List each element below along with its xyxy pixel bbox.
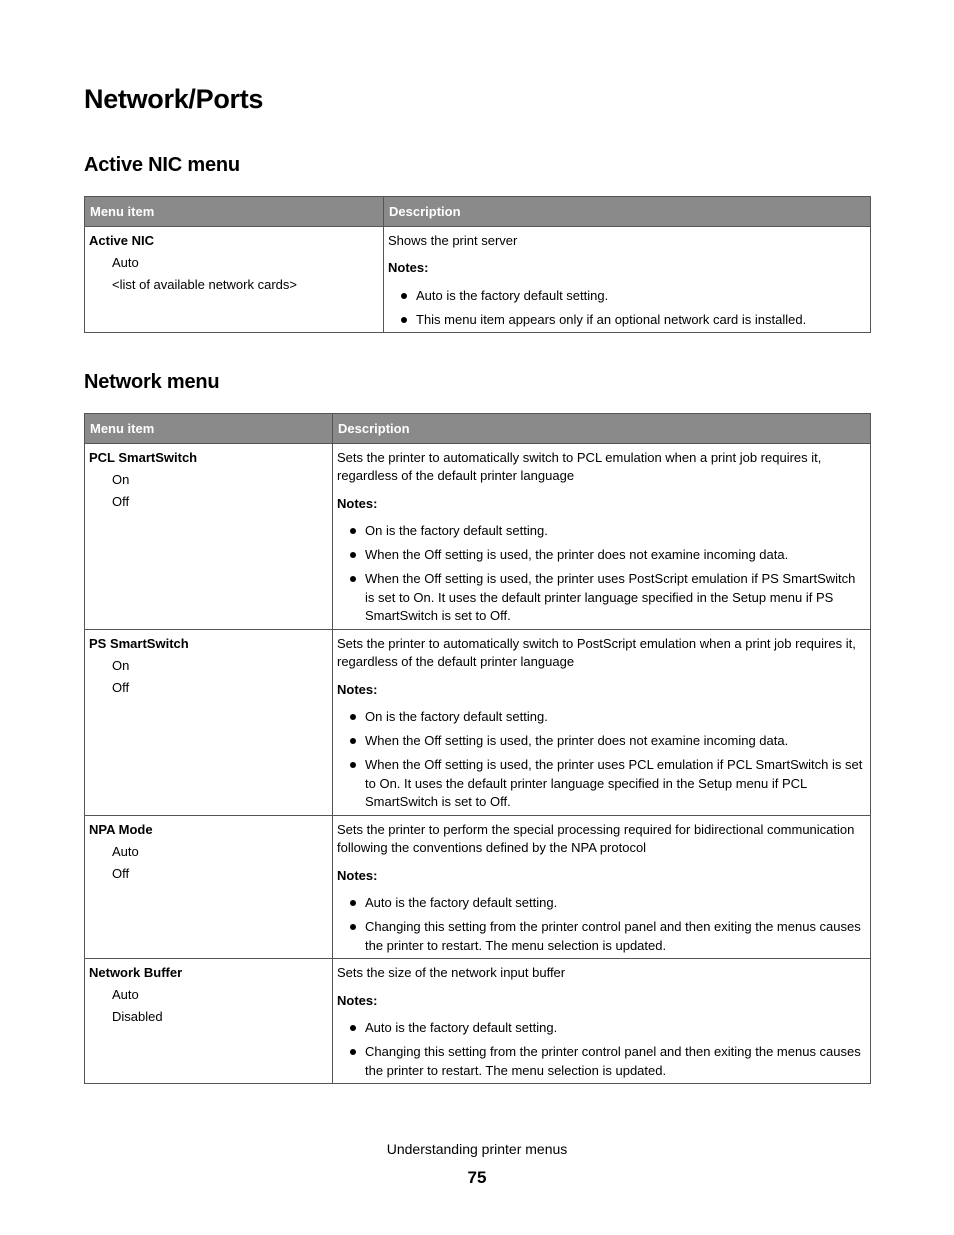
- bullet-icon: [350, 576, 356, 582]
- menu-item-option: Auto: [112, 254, 139, 270]
- note-item: [388, 287, 866, 306]
- menu-item-cell: [85, 443, 333, 629]
- menu-item-option: Auto: [112, 987, 139, 1002]
- bullet-icon: [350, 738, 356, 744]
- description-cell: [384, 226, 871, 333]
- note-text: Auto is the factory default setting.: [365, 1020, 558, 1035]
- notes-list: [337, 1019, 866, 1080]
- active-nic-table: [84, 196, 871, 333]
- table-row: [85, 226, 871, 333]
- note-text: When the Off setting is used, the printer uses PCL emulation if PCL SmartSwitch is set to On. It uses the default printer language specified in the Setup menu if PCL SmartSwitch is set to Off.: [365, 757, 863, 809]
- note-text: Auto is the factory default setting.: [365, 895, 558, 910]
- notes-list: [337, 708, 866, 812]
- notes-label: Notes:: [337, 867, 378, 883]
- description-text: Shows the print server: [388, 232, 518, 248]
- description-text: Sets the printer to automatically switch to PCL emulation when a print job requires it, regardless of the default printer language: [337, 449, 822, 483]
- table-row: [85, 815, 871, 959]
- notes-label: Notes:: [388, 260, 429, 275]
- notes-label: Notes:: [337, 681, 378, 697]
- menu-item-name: NPA Mode: [89, 821, 153, 837]
- menu-item-option: <list of available network cards>: [112, 276, 297, 292]
- bullet-icon: [350, 714, 356, 720]
- notes-list: [388, 287, 866, 330]
- note-item: [337, 918, 866, 955]
- menu-item-cell: [85, 226, 384, 333]
- menu-item-option: Disabled: [112, 1009, 163, 1024]
- menu-item-option: On: [112, 471, 130, 487]
- bullet-icon: [350, 552, 356, 558]
- menu-item-cell: [85, 815, 333, 959]
- bullet-icon: [350, 900, 356, 906]
- description-text: Sets the printer to automatically switch to PostScript emulation when a print job requires it, regardless of the default printer language: [337, 635, 856, 669]
- note-text: When the Off setting is used, the printer uses PostScript emulation if PS SmartSwitch is set to On. It uses the default printer language specified in the Setup menu if PS SmartSwitch is set to Off.: [365, 571, 856, 623]
- note-item: [337, 522, 866, 541]
- bullet-icon: [350, 1025, 356, 1031]
- note-item: [388, 311, 866, 330]
- description-cell: [333, 443, 871, 629]
- description-text: Sets the printer to perform the special processing required for bidirectional communication following the conventions defined by the NPA protocol: [337, 821, 855, 855]
- menu-item-name: Network Buffer: [89, 965, 183, 980]
- menu-item-name: PCL SmartSwitch: [89, 449, 198, 465]
- note-item: [337, 708, 866, 727]
- note-text: On is the factory default setting.: [365, 709, 548, 724]
- menu-item-option: Off: [112, 679, 130, 695]
- menu-item-option: Auto: [112, 843, 139, 859]
- column-header-menu-item: Menu item: [85, 414, 333, 444]
- bullet-icon: [401, 317, 407, 323]
- table-row: [85, 959, 871, 1084]
- note-item: [337, 894, 866, 913]
- note-text: Changing this setting from the printer control panel and then exiting the menus causes the printer to restart. The menu selection is updated.: [365, 1044, 861, 1078]
- menu-item-option: Off: [112, 493, 130, 509]
- description-text: Sets the size of the network input buffer: [337, 965, 566, 980]
- page-title: Network/Ports: [84, 84, 264, 114]
- note-text: This menu item appears only if an optional network card is installed.: [416, 311, 807, 327]
- network-table: [84, 413, 871, 1084]
- description-cell: [333, 629, 871, 815]
- menu-item-name: PS SmartSwitch: [89, 635, 189, 651]
- table-row: [85, 443, 871, 629]
- note-text: On is the factory default setting.: [365, 523, 548, 538]
- menu-item-cell: [85, 959, 333, 1084]
- bullet-icon: [401, 293, 407, 299]
- notes-list: [337, 894, 866, 955]
- bullet-icon: [350, 528, 356, 534]
- note-item: [337, 1043, 866, 1080]
- note-text: Auto is the factory default setting.: [416, 287, 609, 303]
- footer-text: Understanding printer menus: [386, 1141, 568, 1157]
- bullet-icon: [350, 1049, 356, 1055]
- note-item: [337, 1019, 866, 1038]
- notes-list: [337, 522, 866, 626]
- menu-item-option: Off: [112, 865, 130, 881]
- description-cell: [333, 959, 871, 1084]
- column-header-description: Description: [384, 197, 871, 227]
- note-item: [337, 570, 866, 626]
- bullet-icon: [350, 924, 356, 930]
- column-header-description: Description: [333, 414, 871, 444]
- note-text: When the Off setting is used, the printer does not examine incoming data.: [365, 733, 789, 748]
- table-row: [85, 629, 871, 815]
- description-cell: [333, 815, 871, 959]
- notes-label: Notes:: [337, 495, 378, 511]
- note-text: Changing this setting from the printer control panel and then exiting the menus causes the printer to restart. The menu selection is updated.: [365, 919, 861, 953]
- menu-item-option: On: [112, 657, 130, 673]
- notes-label: Notes:: [337, 992, 378, 1008]
- section-heading-network: Network menu: [84, 371, 220, 393]
- table-header-row: [85, 414, 871, 444]
- menu-item-cell: [85, 629, 333, 815]
- page-number: 75: [467, 1168, 487, 1187]
- note-item: [337, 732, 866, 751]
- note-item: [337, 546, 866, 565]
- column-header-menu-item: Menu item: [85, 197, 384, 227]
- note-text: When the Off setting is used, the printer does not examine incoming data.: [365, 547, 789, 562]
- note-item: [337, 756, 866, 812]
- table-header-row: [85, 197, 871, 227]
- menu-item-name: Active NIC: [89, 232, 155, 248]
- section-heading-active-nic: Active NIC menu: [84, 154, 240, 176]
- bullet-icon: [350, 762, 356, 768]
